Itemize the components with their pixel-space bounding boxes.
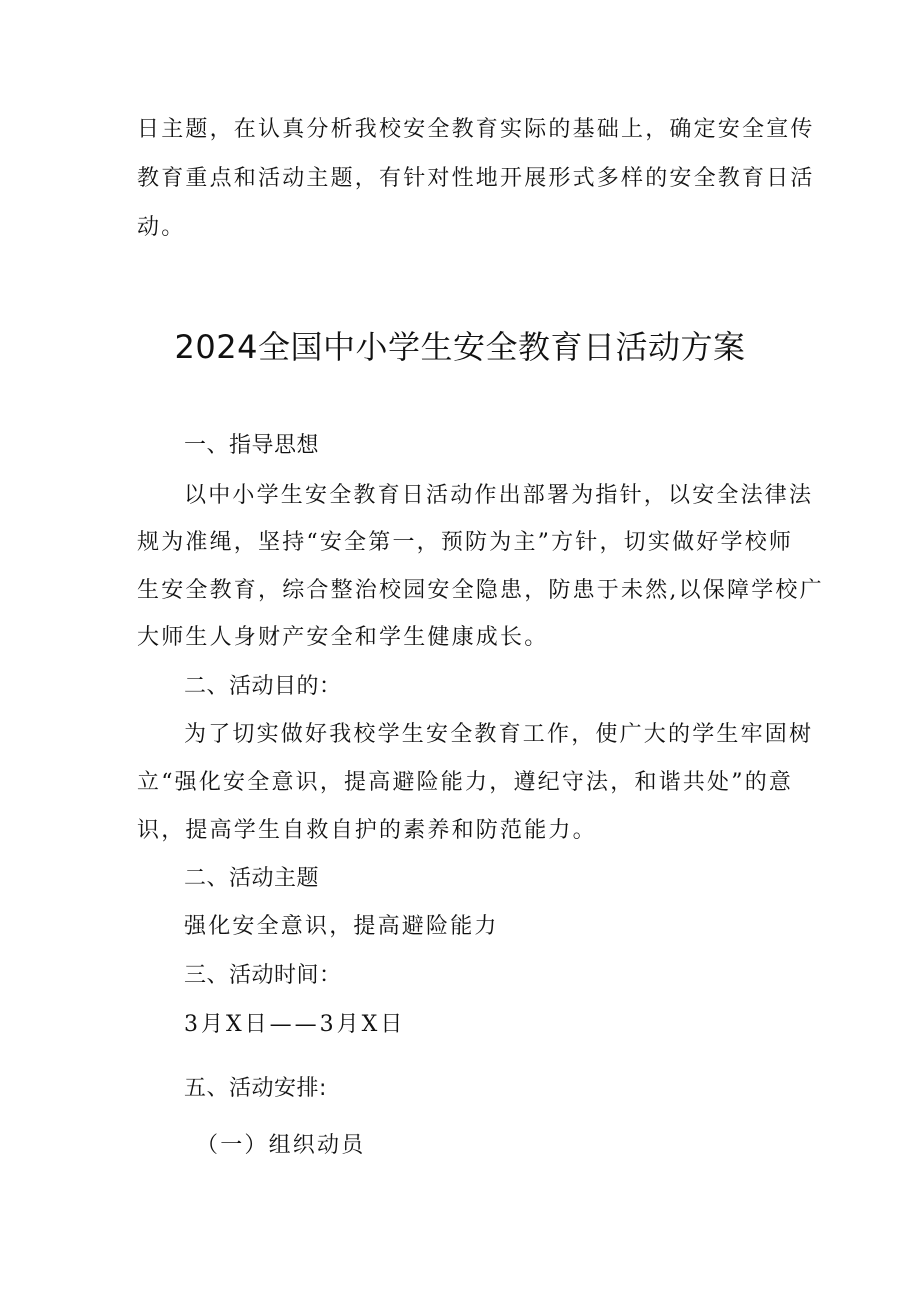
document-title: 2024全国中小学生安全教育日活动方案	[174, 328, 746, 366]
section-heading-arrangement: 五、活动安排:	[184, 1076, 327, 1101]
purpose-line-3: 识，提高学生自救自护的素养和防范能力。	[137, 818, 597, 843]
purpose-line-1: 为了切实做好我校学生安全教育工作，使广大的学生牢固树	[184, 722, 814, 747]
section-heading-theme: 二、活动主题	[184, 866, 320, 891]
section-heading-guide: 一、指导思想	[184, 433, 320, 458]
guide-line-4: 大师生人身财产安全和学生健康成长。	[137, 625, 549, 650]
intro-line-1: 日主题，在认真分析我校安全教育实际的基础上，确定安全宣传	[137, 117, 815, 142]
guide-line-3: 生安全教育，综合整治校园安全隐患，防患于未然,以保障学校广	[137, 578, 824, 603]
intro-line-2: 教育重点和活动主题，有针对性地开展形式多样的安全教育日活	[137, 166, 815, 191]
arrangement-sub1: （一）组织动员	[196, 1133, 366, 1158]
intro-line-3: 动。	[137, 215, 186, 240]
section-heading-purpose: 二、活动目的：	[184, 674, 342, 699]
section-heading-time: 三、活动时间：	[184, 963, 342, 988]
purpose-line-2: 立“强化安全意识，提高避险能力，遵纪守法，和谐共处”的意	[137, 770, 794, 795]
time-text: 3月X日——3月X日	[184, 1012, 406, 1037]
theme-text: 强化安全意识，提高避险能力	[184, 914, 499, 939]
guide-line-1: 以中小学生安全教育日活动作出部署为指针，以安全法律法	[184, 483, 814, 508]
guide-line-2: 规为准绳，坚持“安全第一，预防为主”方针，切实做好学校师	[137, 530, 794, 555]
